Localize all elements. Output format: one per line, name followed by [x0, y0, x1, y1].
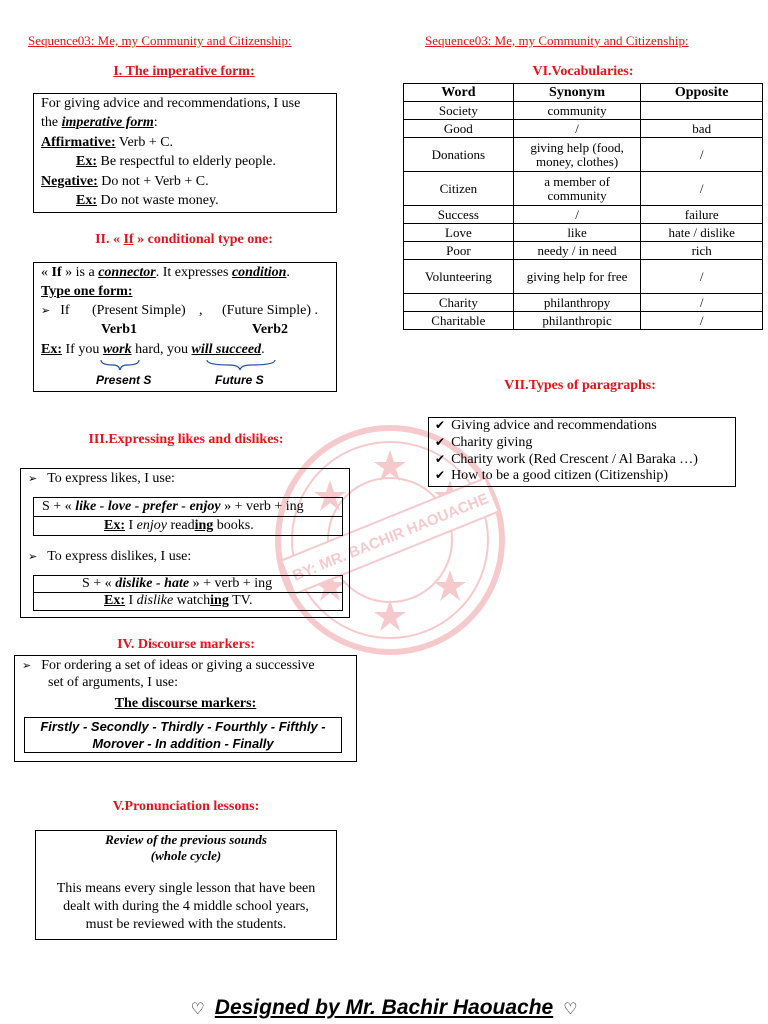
affirmative-rule: Affirmative: Verb + C. — [41, 135, 174, 150]
sequence-header-left: Sequence03: Me, my Community and Citizenship: — [28, 33, 292, 48]
heart-icon: ♡ — [190, 999, 205, 1018]
discourse-intro: ➢ For ordering a set of ideas or giving a successive — [22, 658, 315, 673]
pronunciation-text-3: must be reviewed with the students. — [85, 917, 287, 932]
likes-example-box — [33, 516, 343, 536]
imperative-box — [33, 93, 337, 213]
arrow-bullet-icon: ➢ — [41, 304, 51, 317]
check-icon: ✔ — [435, 468, 446, 482]
table-row — [404, 312, 763, 330]
column-header: Word — [404, 84, 514, 102]
present-s-label: Present S — [96, 373, 152, 387]
table-row — [404, 242, 763, 260]
paragraphs-box — [428, 417, 736, 487]
form-comma: , — [199, 303, 203, 318]
future-s-label: Future S — [215, 373, 264, 387]
paragraph-type-item: ✔ Charity giving — [435, 435, 533, 450]
column-header: Opposite — [641, 84, 763, 102]
markers-line-1: Firstly - Secondly - Thirdly - Fourthly - Fifthly - — [40, 719, 326, 734]
synonym-cell: giving help (food, money, clothes) — [513, 138, 641, 172]
word-cell: Poor — [404, 242, 514, 260]
synonym-cell: a member of community — [513, 172, 641, 206]
conditional-title: II. « If » conditional type one: — [95, 232, 273, 247]
word-cell: Citizen — [404, 172, 514, 206]
pronunciation-title: V.Pronunciation lessons: — [112, 799, 260, 814]
synonym-cell: giving help for free — [513, 260, 641, 294]
opposite-cell: / — [641, 312, 763, 330]
table-row — [404, 206, 763, 224]
opposite-cell: / — [641, 172, 763, 206]
column-header: Synonym — [513, 84, 641, 102]
braces — [99, 358, 299, 372]
synonym-cell: / — [513, 206, 641, 224]
likes-formula: S + « like - love - prefer - enjoy » + verb + ing — [42, 499, 304, 514]
likes-box — [20, 468, 350, 618]
discourse-subtitle: The discourse markers: — [114, 696, 257, 711]
table-row — [404, 294, 763, 312]
type-one-form-label: Type one form: — [41, 284, 133, 299]
discourse-intro-2: set of arguments, I use: — [48, 675, 178, 690]
affirmative-example: Ex: Be respectful to elderly people. — [76, 154, 276, 169]
dislikes-example-box — [33, 592, 343, 611]
word-cell: Good — [404, 120, 514, 138]
synonym-cell: needy / in need — [513, 242, 641, 260]
synonym-cell: like — [513, 224, 641, 242]
imperative-intro: For giving advice and recommendations, I use — [41, 96, 301, 111]
pronunciation-text-2: dealt with during the 4 middle school years, — [63, 899, 309, 914]
pronunciation-text-1: This means every single lesson that have been — [56, 881, 316, 896]
synonym-cell: philanthropic — [513, 312, 641, 330]
opposite-cell — [641, 102, 763, 120]
type-one-form: ➢ If — [41, 303, 70, 318]
negative-rule: Negative: Do not + Verb + C. — [41, 174, 209, 189]
paragraph-type-item: ✔ How to be a good citizen (Citizenship) — [435, 468, 669, 483]
opposite-cell: bad — [641, 120, 763, 138]
word-cell: Success — [404, 206, 514, 224]
word-cell: Volunteering — [404, 260, 514, 294]
review-line-2: (whole cycle) — [150, 848, 222, 863]
synonym-cell: philanthropy — [513, 294, 641, 312]
check-icon: ✔ — [435, 435, 446, 449]
word-cell: Charitable — [404, 312, 514, 330]
vocabularies-title: VI.Vocabularies: — [532, 64, 634, 79]
discourse-title: IV. Discourse markers: — [117, 637, 255, 652]
word-cell: Donations — [404, 138, 514, 172]
verb2-label: Verb2 — [252, 322, 289, 337]
arrow-bullet-icon: ➢ — [28, 550, 38, 563]
opposite-cell: / — [641, 294, 763, 312]
form-present: (Present Simple) — [92, 303, 186, 318]
stamp-text: BY: MR. BACHIR HAOUACHE — [290, 490, 491, 585]
vocabulary-table — [403, 83, 763, 330]
opposite-cell: / — [641, 260, 763, 294]
dislikes-formula: S + « dislike - hate » + verb + ing — [82, 576, 273, 591]
pronunciation-box — [35, 830, 337, 940]
likes-example: Ex: I enjoy reading books. — [104, 518, 254, 533]
likes-title: III.Expressing likes and dislikes: — [88, 432, 284, 447]
negative-example: Ex: Do not waste money. — [76, 193, 219, 208]
likes-intro: ➢ To express likes, I use: — [28, 471, 175, 486]
conditional-example: Ex: If you work hard, you will succeed. — [41, 342, 265, 357]
paragraph-type-item: ✔ Charity work (Red Crescent / Al Baraka …) — [435, 452, 698, 467]
table-row — [404, 102, 763, 120]
opposite-cell: rich — [641, 242, 763, 260]
verb1-label: Verb1 — [101, 322, 138, 337]
heart-icon: ♡ — [563, 999, 578, 1018]
opposite-cell: failure — [641, 206, 763, 224]
opposite-cell: / — [641, 138, 763, 172]
table-header-row — [404, 84, 763, 102]
imperative-title: I. The imperative form: — [113, 64, 255, 79]
designer-credit: Designed by Mr. Bachir Haouache — [214, 996, 554, 1019]
opposite-cell: hate / dislike — [641, 224, 763, 242]
dislikes-example: Ex: I dislike watching TV. — [104, 593, 253, 608]
markers-box — [24, 717, 342, 753]
dislikes-intro: ➢ To express dislikes, I use: — [28, 549, 192, 564]
form-future: (Future Simple) . — [222, 303, 319, 318]
word-cell: Charity — [404, 294, 514, 312]
table-row — [404, 138, 763, 172]
dislikes-formula-box — [33, 575, 343, 593]
table-row — [404, 224, 763, 242]
synonym-cell: / — [513, 120, 641, 138]
word-cell: Love — [404, 224, 514, 242]
likes-formula-box — [33, 497, 343, 517]
imperative-intro-2: the imperative form: — [41, 115, 158, 130]
connector-line: « If » is a connector. It expresses condition. — [41, 265, 290, 280]
review-line-1: Review of the previous sounds — [105, 832, 267, 847]
sequence-header-right: Sequence03: Me, my Community and Citizenship: — [425, 33, 689, 48]
conditional-box — [33, 262, 337, 392]
table-row — [404, 120, 763, 138]
arrow-bullet-icon: ➢ — [28, 472, 38, 485]
arrow-bullet-icon: ➢ — [22, 659, 32, 672]
paragraph-type-item: ✔ Giving advice and recommendations — [435, 418, 657, 433]
discourse-box — [14, 655, 357, 762]
table-row — [404, 260, 763, 294]
table-row — [404, 172, 763, 206]
word-cell: Society — [404, 102, 514, 120]
check-icon: ✔ — [435, 452, 446, 466]
markers-line-2: Morover - In addition - Finally — [92, 736, 274, 751]
paragraphs-title: VII.Types of paragraphs: — [504, 378, 656, 393]
check-icon: ✔ — [435, 418, 446, 432]
synonym-cell: community — [513, 102, 641, 120]
footer — [0, 996, 768, 1020]
